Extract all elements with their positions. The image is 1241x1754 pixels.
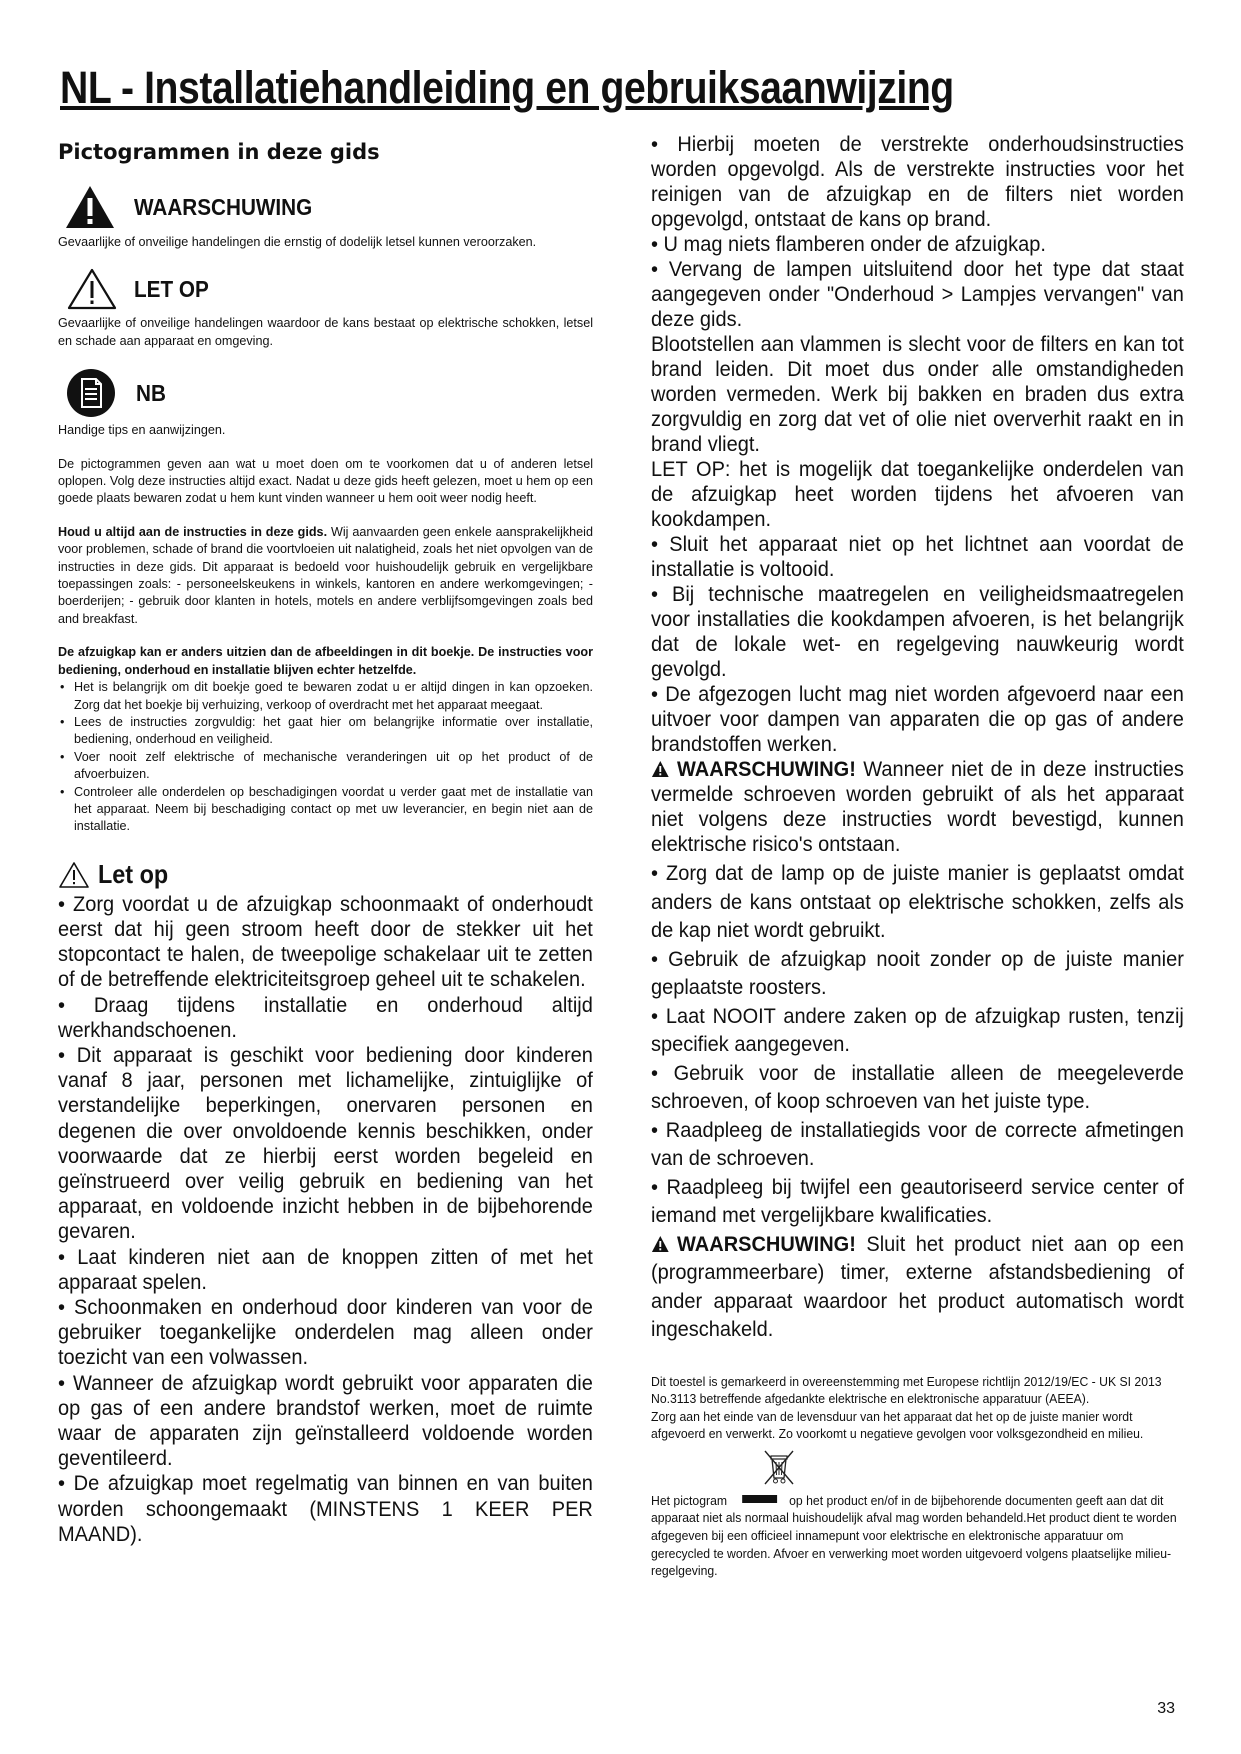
liability-text: Wij aanvaarden geen enkele aansprakelijkheid voor problemen, schade of brand die voortvloeien uit nalatigheid, zoals het niet opvolgen van de instructies in deze gids. Dit apparaat is bedoeld voor huishoudelijk gebruik en vergelijkbare toepassingen zoals: - personeelskeukens in winkels, kantoren en andere werkomgevingen; - boerderijen; - gebruik door klanten in hotels, motels en andere verblijfsomgevingen zoals bed and breakfast. [58,524,593,626]
list-item: • Bij technische maatregelen en veiligheidsmaatregelen voor installaties die kookdampen afvoeren, is het belangrijk dat de lokale wet- en regelgeving nauwkeurig wordt gevolgd. [651,582,1184,681]
list-item: Blootstellen aan vlammen is slecht voor de filters en kan tot brand leiden. Dit moet dus onder alle omstandigheden worden vermeden. Werk bij bakken en braden dus extra zorgvuldig en zorg dat vet of olie niet oververhit raakt en in brand vliegt. [651,332,1184,456]
list-item: • Zorg dat de lamp op de juiste manier is geplaatst omdat anders de kans ontstaat op elektrische schokken, zelfs als de kap niet wordt gebruikt. [651,861,1184,942]
caution-triangle-outline-icon [58,861,90,889]
list-item: • Raadpleeg de installatiegids voor de correcte afmetingen van de schroeven. [651,1117,1184,1170]
warning-triangle-filled-icon [64,184,116,230]
page-title: NL - Installatiehandleiding en gebruiksaanwijzing [60,62,954,113]
intro-paragraph: De pictogrammen geven aan wat u moet doen om te voorkomen dat u of anderen letsel oplopen. Volg deze instructies altijd exact. Nadat u deze gids heeft gelezen, moet u hem op een goede plaats bewaren zodat u hem kunt vinden wanneer u hem ooit weer nodig heeft. [58,456,593,506]
list-item: • U mag niets flamberen onder de afzuigkap. [651,232,1046,256]
picto-text-warning: Gevaarlijke of onveilige handelingen die ernstig of dodelijk letsel kunnen veroorzaken. [58,235,537,249]
picto-label-caution: LET OP [134,275,209,302]
picto-label-warning: WAARSCHUWING [134,193,313,220]
caution-triangle-outline-icon [66,267,118,311]
letop-heading [58,858,593,892]
weee-text-end: op het product en/of in de bijbehorende documenten geeft aan dat dit apparaat niet als normaal huishoudelijk afval mag worden behandeld.Het product dient te worden afgegeven bij een officieel innamepunt voor elektrische en elektronische apparatuur om gerecycled te worden. Afvoer en verwerking moet worden uitgevoerd volgens plaatselijke milieu-regelgeving. [651,1493,1177,1579]
weee-pictogram-text [651,1493,1184,1581]
letop-list [58,892,593,1547]
picto-label-note: NB [136,379,166,406]
page-number: 33 [1157,1700,1175,1717]
left-column [58,134,593,1547]
warning-text: Wanneer niet de in deze instructies vermelde schroeven worden gebruikt of als het apparaat niet volgens deze instructies wordt bevestigd, kunnen elektrische risico's ontstaan. [651,757,1184,856]
list-item: • Gebruik voor de installatie alleen de meegeleverde schroeven, of koop schroeven van het juiste type. [651,1060,1184,1113]
list-item: • Zorg voordat u de afzuigkap schoonmaakt of onderhoudt eerst dat hij geen stroom heeft door de stekker uit het stopcontact te halen, de tweepolige schakelaar uit te zetten of de betreffende elektriciteitsgroep geheel uit te schakelen. [58,891,593,992]
list-item: • Raadpleeg bij twijfel een geautoriseerd service center of iemand met vergelijkbare kwalificaties. [651,1174,1184,1227]
list-item: • Controleer alle onderdelen op beschadigingen voordat u verder gaat met de installatie van het apparaat. Neem bij beschadiging contact op met uw leverancier, en begin niet aan de installatie. [58,784,593,836]
appearance-note: De afzuigkap kan er anders uitzien dan de afbeeldingen in dit boekje. De instructies voor bediening, onderhoud en installatie blijven echter hetzelfde. [58,645,593,677]
warning-text: Sluit het product niet aan op een (programmeerbare) timer, externe afstandsbediening of ander apparaat waardoor het product automatisch wordt ingeschakeld. [651,1231,1184,1341]
list-item: • Lees de instructies zorgvuldig: het gaat hier om belangrijke informatie over installatie, bediening, onderhoud en veiligheid. [58,714,593,749]
list-item: • Wanneer de afzuigkap wordt gebruikt voor apparaten die op gas of een andere brandstof werken, moet de ruimte waar de apparaten zijn geïnstalleerd voldoende worden geventileerd. [58,1370,593,1471]
letop-title: Let op [98,859,169,890]
picto-note [58,368,593,418]
list-item: • Schoonmaken en onderhoud door kinderen van voor de gebruiker toegankelijke onderdelen mag alleen onder toezicht van een volwassen. [58,1295,593,1370]
warning-label: WAARSCHUWING! [677,1231,856,1256]
weee-text-start: Het pictogram [651,1493,728,1508]
list-item: • Laat kinderen niet aan de knoppen zitten of met het apparaat spelen. [58,1244,593,1294]
picto-caution [58,267,593,311]
liability-bold: Houd u altijd aan de instructies in deze gids. [58,524,328,539]
list-item: • Laat NOOIT andere zaken op de afzuigkap rusten, tenzij specifiek aangegeven. [651,1003,1184,1056]
crossed-bin-icon [761,1448,797,1488]
picto-text-caution: Gevaarlijke of onveilige handelingen waardoor de kans bestaat op elektrische schokken, letsel en schade aan apparaat en omgeving. [58,316,593,348]
liability-paragraph [58,524,593,628]
right-column [651,132,1184,1581]
list-item: • De afgezogen lucht mag niet worden afgevoerd naar een uitvoer voor dampen van apparaten die op gas of andere brandstoffen werken. [651,682,1184,756]
weee-disposal: Zorg aan het einde van de levensduur van het apparaat dat het op de juiste manier wordt afgevoerd en verwerkt. Zo voorkomt u negatieve gevolgen voor volksgezondheid en milieu. [651,1409,1144,1442]
warning-screws [651,757,1184,857]
warning-timer [651,1230,1184,1344]
warning-label: WAARSCHUWING! [677,757,856,781]
list-item: LET OP: het is mogelijk dat toegankelijke onderdelen van de afzuigkap heet worden tijdens het afvoeren van kookdampen. [651,457,1184,531]
black-bar-symbol [743,1495,778,1503]
warning-triangle-filled-icon [651,760,670,778]
list-item: • Vervang de lampen uitsluitend door het type dat staat aangegeven onder "Onderhoud > Lampjes vervangen" van deze gids. [651,257,1184,331]
list-item: • Draag tijdens installatie en onderhoud altijd werkhandschoenen. [58,992,593,1042]
list-item: • Sluit het apparaat niet op het lichtnet aan voordat de installatie is voltooid. [651,532,1184,581]
weee-directive: Dit toestel is gemarkeerd in overeenstemming met Europese richtlijn 2012/19/EC - UK SI 2013 No.3113 betreffende afgedankte elektrische en elektronische apparatuur (AEEA). [651,1374,1162,1407]
list-item: • Hierbij moeten de verstrekte onderhoudsinstructies worden opgevolgd. Als de verstrekte instructies voor het reinigen van de afzuigkap en de filters niet worden opgevolgd, ontstaat de kans op brand. [651,132,1184,231]
picto-warning [58,184,593,230]
list-item: • Het is belangrijk om dit boekje goed te bewaren zodat u er altijd dingen in kan opzoeken. Zorg dat het boekje bij verhuizing, verkoop of overdracht met het apparaat meegaat. [58,679,593,714]
section-title: Pictogrammen in deze gids [58,140,380,164]
warning-triangle-filled-icon [651,1235,670,1253]
note-document-icon [66,368,116,418]
list-item: • Voer nooit zelf elektrische of mechanische veranderingen uit op het product of de afvoerbuizen. [58,749,593,784]
general-bullets [58,679,593,836]
list-item: • Gebruik de afzuigkap nooit zonder op de juiste manier geplaatste roosters. [651,946,1184,999]
list-item: • De afzuigkap moet regelmatig van binnen en van buiten worden schoongemaakt (MINSTENS 1 KEER PER MAAND). [58,1471,593,1546]
picto-text-note: Handige tips en aanwijzingen. [58,423,226,438]
list-item: • Dit apparaat is geschikt voor bediening door kinderen vanaf 8 jaar, personen met lichamelijke, zintuiglijke of verstandelijke beperkingen, onervaren personen en degenen die over onvoldoende kennis beschikken, onder voorwaarde dat ze hierbij eerst worden begeleid en geïnstrueerd over veilig gebruik en bediening van het apparaat, en voldoende inzicht hebben in de bijbehorende gevaren. [58,1042,593,1244]
